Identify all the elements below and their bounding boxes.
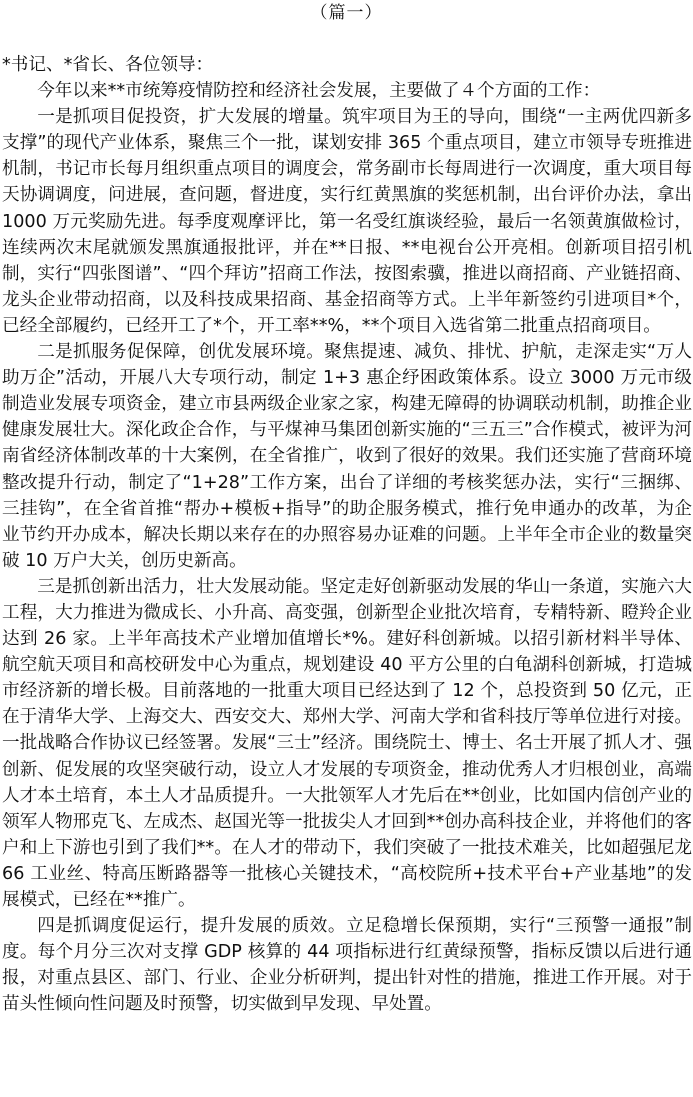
paragraph-scheduling: 四是抓调度促运行，提升发展的质效。立足稳增长保预期，实行“三预警一通报”制度。每个月分三次对支撑 GDP 核算的 44 项指标进行红黄绿预警，指标反馈以后进行通报，对重点县区、部门、行业、企业分析研判，提出针对性的措施，推进工作开展。对于苗头性倾向性问题及时预警，切实做到早发现、早处置。 <box>2 916 692 1015</box>
salutation: *书记、*省长、各位领导： <box>2 55 214 75</box>
paragraph-project-investment: 一是抓项目促投资，扩大发展的增量。筑牢项目为王的导向，围绕“一主两优四新多支撑”的现代产业体系，聚焦三个一批，谋划安排 365 个重点项目，建立市领导专班推进机制，书记市长每月组织重点项目的调度会，常务副市长每周进行一次调度，重大项目每天协调调度，问进展，查问题，督进度，实行红黄黑旗的奖惩机制，出台评价办法，拿出 1000 万元奖励先进。每季度观摩评比，第一名受红旗谈经验，最后一名领黄旗做检讨，连续两次末尾就颁发黑旗通报批评，并在**日报、**电视台公开亮相。创新项目招引机制，实行“四张图谱”、“四个拜访”招商工作法，按图索骥，推进以商招商、产业链招商、龙头企业带动招商，以及科技成果招商、基金招商等方式。上半年新签约引进项目*个，已经全部履约，已经开工了*个，开工率**%，**个项目入选省第二批重点招商项目。 <box>2 107 692 336</box>
document-body <box>2 52 692 1017</box>
intro-paragraph: 今年以来**市统筹疫情防控和经济社会发展，主要做了４个方面的工作： <box>37 81 601 102</box>
paragraph-service-guarantee: 二是抓服务促保障，创优发展环境。聚焦提速、减负、排忧、护航，走深走实“万人助万企”活动，开展八大专项行动，制定 1+3 惠企纾困政策体系。设立 3000 万元市级制造业发展专项资金，建立市县两级企业家之家，构建无障碍的协调联动机制，助推企业健康发展壮大。深化政企合作，与平煤神马集团创新实施的“三五三”合作模式，被评为河南省经济体制改革的十大案例，在全省推广，收到了很好的效果。我们还实施了营商环境整改提升行动，制定了“1+28”工作方案，出台了详细的考核奖惩办法，实行“三捆绑、三挂钩”，在全省首推“帮办+模板+指导”的助企服务模式，推行免申通办的改革，为企业节约开办成本，解决长期以来存在的办照容易办证难的问题。上半年全市企业的数量突破 10 万户大关，创历史新高。 <box>2 342 692 571</box>
section-heading: （篇一） <box>310 3 383 23</box>
paragraph-innovation: 三是抓创新出活力，壮大发展动能。坚定走好创新驱动发展的华山一条道，实施六大工程，大力推进为微成长、小升高、高变强，创新型企业批次培育，专精特新、瞪羚企业达到 26 家。上半年高技术产业增加值增长*%。建好科创新城。以招引新材料半导体、航空航天项目和高校研发中心为重点，规划建设 40 平方公里的白龟湖科创新城，打造城市经济新的增长极。目前落地的一批重大项目已经达到了 12 个，总投资到 50 亿元，正在于清华大学、上海交大、西安交大、郑州大学、河南大学和省科技厅等单位进行对接。一批战略合作协议已经签署。发展“三士”经济。围绕院士、博士、名士开展了抓人才、强创新、促发展的攻坚突破行动，设立人才发展的专项资金，推动优秀人才归根创业，高端人才本土培育，本土人才品质提升。一大批领军人才先后在**创业，比如国内信创产业的领军人物邢克飞、左成杰、赵国光等一批拔尖人才回到**创办高科技企业，并将他们的客户和上下游也引到了我们**。在人才的带动下，我们突破了一批技术难关，比如超强尼龙 66 工业丝、特高压断路器等一批核心关键技术，“高校院所+技术平台+产业基地”的发展模式，已经在**推广。 <box>2 576 692 910</box>
